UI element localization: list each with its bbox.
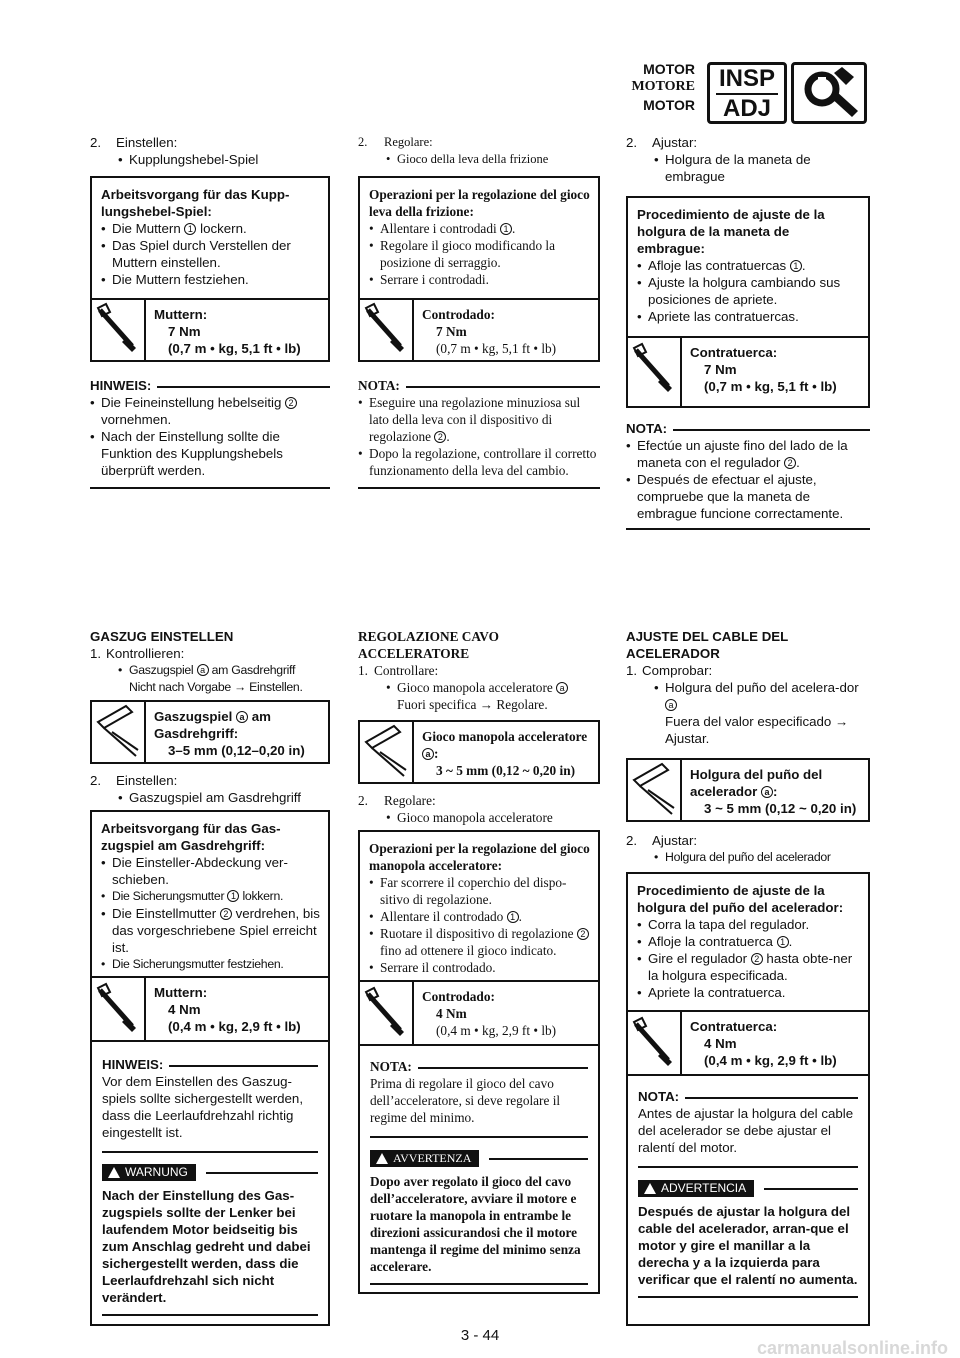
callout-2-icon: 2: [434, 431, 446, 443]
insp-adj-badge: [707, 62, 787, 124]
torque-value: 7 Nm: [168, 324, 201, 339]
torque-label: Contratuerca:: [690, 1019, 778, 1034]
step-title: Ajustar:: [652, 135, 698, 150]
torque-spec: [92, 976, 328, 1042]
step-item: • Holgura del puño del acelerador: [654, 849, 870, 866]
procedure-title: Operazioni per la regolazione del gioco leva della frizione:: [369, 187, 590, 219]
note-title: HINWEIS:: [90, 378, 152, 393]
step-item: • Gioco della leva della frizione: [386, 151, 600, 168]
spec-label: Holgura del puño del acelerador a :: [690, 767, 823, 799]
torque-spec: [92, 298, 328, 360]
note-text: Antes de ajustar la holgura del cable del acelerador se debe ajustar el ralentí del motor.: [638, 1106, 854, 1155]
badge-top-text: INSP: [718, 65, 775, 92]
step-title: Controllare:: [374, 663, 439, 678]
torque-value-alt: (0,4 m • kg, 2,9 ft • lb): [704, 1053, 837, 1068]
warning-badge: [638, 1180, 754, 1197]
es-step-adjust-2: [626, 832, 870, 866]
it-warning: [370, 1150, 588, 1285]
torque-spec: [360, 298, 598, 360]
note-item: • Die Feineinstellung hebelseitig 2 vornehmen.: [90, 394, 330, 428]
procedure-item: • Die Einstellmutter 2 verdrehen, bis das vorgeschriebene Spiel erreicht ist.: [101, 905, 320, 956]
step-item: • Holgura de la maneta de embrague: [654, 151, 870, 185]
callout-a-icon: a: [422, 748, 434, 760]
warning-triangle-icon: [108, 1167, 120, 1178]
callout-a-icon: a: [665, 699, 677, 711]
spec-value: 3–5 mm (0,12–0,20 in): [168, 743, 305, 758]
step-item: • Gaszugspiel a am Gasdrehgriff: [118, 662, 330, 679]
note-title: HINWEIS:: [102, 1057, 164, 1072]
es-spec-box: [626, 758, 870, 822]
procedure-item: • Afloje la contratuerca 1 .: [637, 933, 860, 950]
torque-label: Controdado:: [422, 307, 495, 322]
step-item-result: Nicht nach Vorgabe → Einstellen.: [129, 680, 303, 694]
spec-value: 3 ~ 5 mm (0,12 ~ 0,20 in): [704, 801, 857, 816]
procedure-title: Operazioni per la regolazione del gioco manopola acceleratore:: [369, 841, 590, 873]
note-title: NOTA:: [638, 1089, 680, 1104]
torque-label: Controdado:: [422, 989, 495, 1004]
de-step-adjust-2: [90, 772, 330, 806]
procedure-item: • Apriete la contratuerca.: [637, 984, 860, 1001]
es-note-2: [638, 1088, 858, 1168]
callout-a-icon: a: [556, 682, 568, 694]
es-warning: [638, 1180, 858, 1298]
badge-bottom-text: ADJ: [716, 93, 778, 123]
step-item-result: Fuori specifica → Regolare.: [397, 697, 548, 712]
procedure-title: Arbeitsvorgang für das Kupp-lungshebel-Spiel:: [101, 187, 290, 219]
procedure-item: • Serrare il controdado.: [369, 959, 590, 976]
procedure-item: • Ruotare il dispositivo di regolazione 2 fino ad ottenere il gioco indicato.: [369, 925, 590, 959]
note-item: • Efectúe un ajuste fino del lado de la maneta con el regulador 2 .: [626, 437, 870, 471]
step-title: Einstellen:: [116, 135, 178, 150]
torque-wrench-icon: [92, 978, 146, 1040]
step-number: 2.: [626, 833, 638, 848]
callout-2-icon: 2: [285, 397, 297, 409]
callout-a-icon: a: [236, 711, 248, 723]
spec-label: Gaszugspiel a am Gasdrehgriff:: [154, 709, 271, 741]
it-note-1: [358, 377, 600, 489]
note-text: Prima di regolare il gioco del cavo dell’acceleratore, si deve regolare il regime del minimo.: [370, 1076, 561, 1125]
warning-text: Nach der Einstellung des Gas-zugspiels sollte der Lenker bei laufendem Motor beidseitig bis zum Anschlag gedreht und dabei sichergestellt werden, dass die Leerlaufdrehzahl sich nicht verändert.: [102, 1188, 311, 1305]
it-spec-box: [358, 720, 600, 784]
torque-spec: [360, 980, 598, 1046]
step-number: 1.: [358, 663, 368, 678]
es-procedure-box-2: [626, 872, 870, 1326]
callout-1-icon: 1: [507, 911, 519, 923]
note-item: • Después de efectuar el ajuste, compruebe que la maneta de embrague funcione correctamente.: [626, 471, 870, 522]
procedure-item: • Die Muttern 1 lockern.: [101, 220, 320, 237]
procedure-item: • Apriete las contratuercas.: [637, 308, 860, 325]
step-number: 2.: [358, 793, 368, 808]
header-title-es: MOTOR: [643, 97, 695, 113]
step-number: 2.: [90, 135, 102, 150]
torque-value: 7 Nm: [436, 324, 467, 339]
callout-1-icon: 1: [777, 936, 789, 948]
de-warning: [102, 1164, 318, 1316]
step-title: Einstellen:: [116, 773, 178, 788]
torque-wrench-icon: [92, 300, 146, 360]
torque-wrench-icon: [360, 300, 414, 360]
callout-1-icon: 1: [790, 260, 802, 272]
warning-badge: [102, 1164, 196, 1181]
procedure-item: • Far scorrere il coperchio del dispo-sitivo di regolazione.: [369, 874, 590, 908]
warning-triangle-icon: [376, 1153, 388, 1164]
de-note-1: [90, 377, 330, 489]
callout-a-icon: a: [197, 664, 209, 676]
note-item: • Dopo la regolazione, controllare il corretto funzionamento della leva del cambio.: [358, 445, 600, 479]
de-spec-box: [90, 700, 330, 764]
torque-spec: [628, 1010, 868, 1076]
torque-value: 7 Nm: [704, 362, 737, 377]
de-section-throttle: [90, 628, 330, 696]
warning-text: Después de ajustar la holgura del cable del acelerador, arran-que el motor y gire el manillar a la derecha y a la izquierda para verificar que el ralentí no aumenta.: [638, 1204, 858, 1287]
note-item: • Nach der Einstellung sollte die Funktion des Kupplungshebels überprüft werden.: [90, 428, 330, 479]
torque-label: Muttern:: [154, 985, 208, 1000]
warning-label: AVVERTENZA: [393, 1151, 472, 1165]
caliper-icon: [92, 702, 146, 762]
spec-label: Gioco manopola acceleratore a :: [422, 729, 588, 761]
step-item-result: Fuera del valor especificado → Ajustar.: [665, 714, 849, 746]
section-heading: AJUSTE DEL CABLE DEL ACELERADOR: [626, 629, 789, 661]
torque-wrench-icon: [628, 1012, 682, 1074]
step-item: • Kupplungshebel-Spiel: [118, 151, 330, 168]
es-procedure-box: [626, 196, 870, 408]
step-title: Kontrollieren:: [106, 646, 185, 661]
callout-2-icon: 2: [220, 908, 232, 920]
procedure-item: • Regolare il gioco modificando la posizione di serraggio.: [369, 237, 590, 271]
step-item: • Gioco manopola acceleratore a: [386, 679, 600, 696]
callout-a-icon: a: [761, 786, 773, 798]
warning-label: ADVERTENCIA: [661, 1181, 747, 1195]
note-title: NOTA:: [370, 1059, 412, 1074]
warning-triangle-icon: [644, 1183, 656, 1194]
warning-label: WARNUNG: [125, 1165, 188, 1179]
de-step-adjust: [90, 134, 330, 168]
step-number: 1.: [626, 663, 638, 678]
torque-value-alt: (0,4 m • kg, 2,9 ft • lb): [436, 1023, 557, 1038]
procedure-item: • Gire el regulador 2 hasta obte-ner la holgura especificada.: [637, 950, 860, 984]
es-section-throttle: [626, 628, 870, 747]
torque-wrench-icon: [628, 338, 682, 406]
procedure-item: • Allentare i controdadi 1 .: [369, 220, 590, 237]
note-item: • Eseguire una regolazione minuziosa sul lato della leva con il dispositivo di regolazione 2 .: [358, 394, 600, 445]
torque-value: 4 Nm: [436, 1006, 467, 1021]
step-number: 2.: [358, 135, 368, 149]
es-note-1: [626, 420, 870, 530]
callout-1-icon: 1: [184, 223, 196, 235]
procedure-title: Procedimiento de ajuste de la holgura del puño del acelerador:: [637, 883, 844, 915]
procedure-title: Procedimiento de ajuste de la holgura de la maneta de embrague:: [637, 207, 825, 256]
step-item: • Gioco manopola acceleratore: [386, 809, 600, 826]
de-procedure-box-2: [90, 810, 330, 1326]
procedure-item: • Ajuste la holgura cambiando sus posiciones de apriete.: [637, 274, 860, 308]
torque-wrench-icon: [360, 982, 414, 1044]
procedure-item: • Das Spiel durch Verstellen der Muttern einstellen.: [101, 237, 320, 271]
step-title: Regolare:: [384, 135, 433, 149]
procedure-item: • Afloje las contratuercas 1 .: [637, 257, 860, 274]
step-title: Regolare:: [384, 793, 436, 808]
torque-label: Muttern:: [154, 307, 208, 322]
section-heading: REGOLAZIONE CAVO ACCELERATORE: [358, 629, 499, 661]
header-title-de: MOTOR: [643, 61, 695, 77]
caliper-icon: [360, 722, 414, 782]
wrench-icon: [791, 62, 867, 124]
procedure-item: • Die Einsteller-Abdeckung ver-schieben.: [101, 854, 320, 888]
step-item: • Gaszugspiel am Gasdrehgriff: [118, 789, 330, 806]
step-title: Ajustar:: [652, 833, 698, 848]
warning-text: Dopo aver regolato il gioco del cavo dell’acceleratore, avviare il motore e ruotare la manopola in entrambe le direzioni assicurandosi che il motore mantenga il regime del minimo senza accelerare.: [370, 1174, 581, 1274]
warning-badge: [370, 1150, 479, 1167]
note-title: NOTA:: [626, 421, 668, 436]
torque-value-alt: (0,7 m • kg, 5,1 ft • lb): [168, 341, 301, 356]
step-title: Comprobar:: [642, 663, 713, 678]
section-heading: GASZUG EINSTELLEN: [90, 629, 234, 644]
step-number: 2.: [626, 135, 638, 150]
it-step-adjust: [358, 134, 600, 168]
procedure-item: • Die Muttern festziehen.: [101, 271, 320, 288]
procedure-item: • Allentare il controdado 1 .: [369, 908, 590, 925]
page-number: 3 - 44: [460, 1327, 500, 1344]
it-note-2: [370, 1058, 588, 1138]
de-note-2: [102, 1056, 318, 1153]
de-procedure-box: [90, 176, 330, 362]
es-step-adjust: [626, 134, 870, 185]
callout-2-icon: 2: [784, 457, 796, 469]
caliper-icon: [628, 760, 682, 820]
procedure-item: • Serrare i controdadi.: [369, 271, 590, 288]
callout-1-icon: 1: [227, 890, 239, 902]
step-number: 1.: [90, 646, 102, 661]
torque-value-alt: (0,7 m • kg, 5,1 ft • lb): [436, 341, 557, 356]
step-number: 2.: [90, 773, 102, 788]
step-item: • Holgura del puño del acelera-dor a: [654, 679, 870, 713]
torque-value-alt: (0,4 m • kg, 2,9 ft • lb): [168, 1019, 301, 1034]
it-section-throttle: [358, 628, 600, 713]
procedure-title: Arbeitsvorgang für das Gas-zugspiel am Gasdrehgriff:: [101, 821, 281, 853]
it-step-adjust-2: [358, 792, 600, 826]
torque-value: 4 Nm: [704, 1036, 737, 1051]
callout-2-icon: 2: [751, 953, 763, 965]
it-procedure-box: [358, 176, 600, 362]
torque-label: Contratuerca:: [690, 345, 778, 360]
callout-2-icon: 2: [577, 928, 589, 940]
procedure-item: • Die Sicherungsmutter 1 lokkern.: [101, 888, 320, 905]
procedure-item: • Die Sicherungsmutter festziehen.: [101, 956, 320, 973]
note-title: NOTA:: [358, 378, 400, 393]
header-title-it: MOTORE: [631, 79, 695, 94]
torque-spec: [628, 336, 868, 406]
callout-1-icon: 1: [500, 223, 512, 235]
procedure-item: • Corra la tapa del regulador.: [637, 916, 860, 933]
spec-value: 3 ~ 5 mm (0,12 ~ 0,20 in): [436, 763, 576, 778]
torque-value: 4 Nm: [168, 1002, 201, 1017]
it-procedure-box-2: [358, 830, 600, 1294]
note-text: Vor dem Einstellen des Gaszug-spiels sollte sichergestellt werden, dass die Leerlaufdrehzahl richtig eingestellt ist.: [102, 1074, 304, 1140]
watermark: carmanualsonline.info: [756, 1338, 948, 1358]
torque-value-alt: (0,7 m • kg, 5,1 ft • lb): [704, 379, 837, 394]
